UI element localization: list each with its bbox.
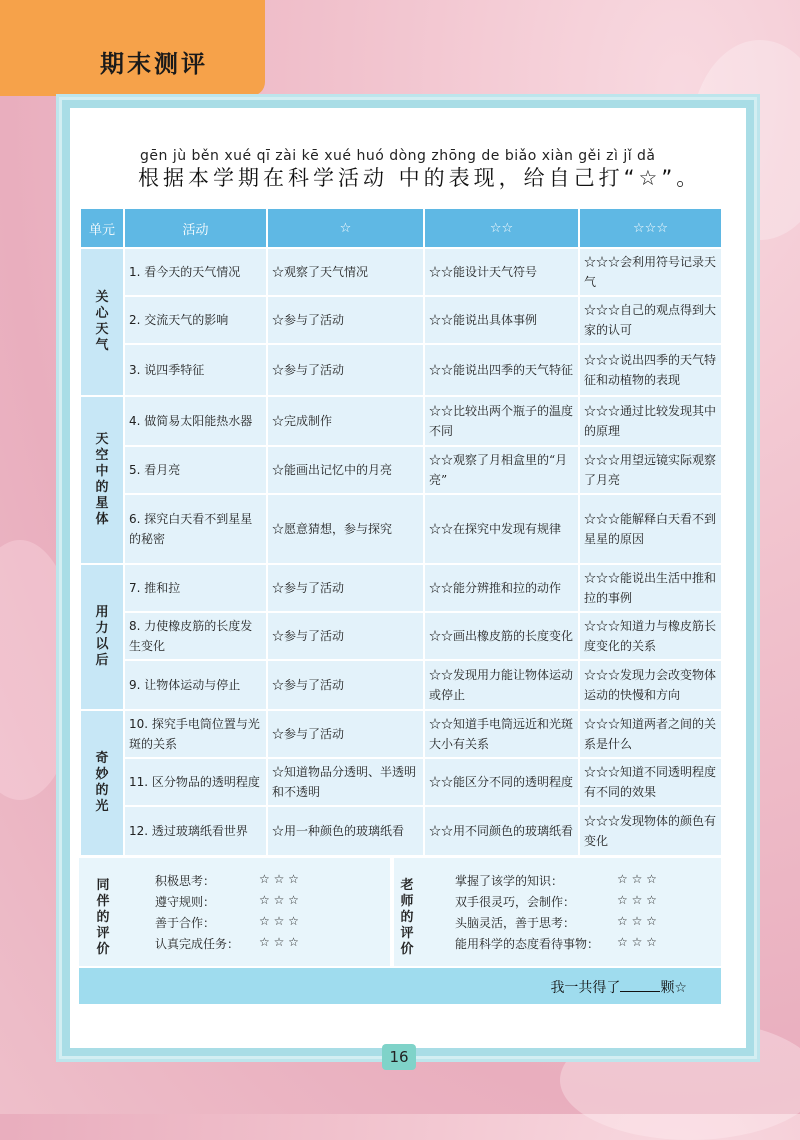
three-star-cell: ☆☆☆能说出生活中推和拉的事例 <box>579 564 722 612</box>
criterion-text: 善于合作： <box>155 916 216 930</box>
table-row <box>80 396 722 446</box>
peer-criterion <box>155 893 215 910</box>
activity-cell: 7. 推和拉 <box>124 564 267 612</box>
page-title: 期末测评 <box>100 50 208 78</box>
peer-criterion <box>155 935 239 952</box>
criterion-text: 积极思考： <box>155 874 216 888</box>
table-row <box>80 758 722 806</box>
one-star-cell: ☆参与了活动 <box>267 344 424 396</box>
criterion-text: 能用科学的态度看待事物： <box>455 937 600 951</box>
two-star-cell: ☆☆用不同颜色的玻璃纸看 <box>424 806 579 856</box>
unit-cell: 奇妙的光 <box>80 710 124 856</box>
three-star-cell: ☆☆☆通过比较发现其中的原理 <box>579 396 722 446</box>
two-star-cell: ☆☆发现用力能让物体运动或停止 <box>424 660 579 710</box>
one-star-cell: ☆参与了活动 <box>267 564 424 612</box>
teacher-stars: ☆ ☆ ☆ <box>617 914 657 928</box>
two-star-cell: ☆☆能分辨推和拉的动作 <box>424 564 579 612</box>
three-star-cell: ☆☆☆用望远镜实际观察了月亮 <box>579 446 722 494</box>
instruction-text: 根据本学期在科学活动 中的表现，给自己打“☆”。 <box>138 166 702 190</box>
activity-cell: 11. 区分物品的透明程度 <box>124 758 267 806</box>
section-divider <box>390 858 394 966</box>
table-header-row <box>80 208 722 248</box>
two-star-cell: ☆☆在探究中发现有规律 <box>424 494 579 564</box>
peer-stars: ☆ ☆ ☆ <box>259 935 299 949</box>
table-row <box>80 248 722 296</box>
activity-cell: 12. 透过玻璃纸看世界 <box>124 806 267 856</box>
activity-cell: 4. 做简易太阳能热水器 <box>124 396 267 446</box>
evaluation-table <box>79 207 723 857</box>
unit-cell: 用力以后 <box>80 564 124 710</box>
three-star-cell: ☆☆☆知道力与橡皮筋长度变化的关系 <box>579 612 722 660</box>
activity-cell: 2. 交流天气的影响 <box>124 296 267 344</box>
criterion-text: 掌握了该学的知识： <box>455 874 564 888</box>
activity-cell: 5. 看月亮 <box>124 446 267 494</box>
criterion-text: 认真完成任务： <box>155 937 240 951</box>
total-bar <box>79 968 721 1004</box>
activity-cell: 6. 探究白天看不到星星的秘密 <box>124 494 267 564</box>
peer-criterion <box>155 914 215 931</box>
table-row <box>80 564 722 612</box>
table-row <box>80 612 722 660</box>
peer-stars: ☆ ☆ ☆ <box>259 893 299 907</box>
three-star-cell: ☆☆☆知道两者之间的关系是什么 <box>579 710 722 758</box>
two-star-cell: ☆☆比较出两个瓶子的温度不同 <box>424 396 579 446</box>
two-star-cell: ☆☆知道手电筒远近和光斑大小有关系 <box>424 710 579 758</box>
teacher-criterion <box>455 935 599 952</box>
header-unit: 单元 <box>80 208 124 248</box>
peer-stars: ☆ ☆ ☆ <box>259 872 299 886</box>
evaluation-summary <box>79 858 721 966</box>
two-star-cell: ☆☆观察了月相盒里的“月亮” <box>424 446 579 494</box>
unit-cell: 天空中的星体 <box>80 396 124 564</box>
unit-cell: 关心天气 <box>80 248 124 396</box>
table-row <box>80 660 722 710</box>
total-text <box>550 977 687 997</box>
two-star-cell: ☆☆画出橡皮筋的长度变化 <box>424 612 579 660</box>
activity-cell: 3. 说四季特征 <box>124 344 267 396</box>
table-row <box>80 296 722 344</box>
one-star-cell: ☆用一种颜色的玻璃纸看 <box>267 806 424 856</box>
total-prefix: 我一共得了 <box>550 980 621 996</box>
one-star-cell: ☆参与了活动 <box>267 660 424 710</box>
three-star-cell: ☆☆☆发现力会改变物体运动的快慢和方向 <box>579 660 722 710</box>
one-star-cell: ☆愿意猜想，参与探究 <box>267 494 424 564</box>
two-star-cell: ☆☆能设计天气符号 <box>424 248 579 296</box>
teacher-criterion <box>455 893 575 910</box>
three-star-cell: ☆☆☆说出四季的天气特征和动植物的表现 <box>579 344 722 396</box>
table-row <box>80 494 722 564</box>
instruction-pinyin: gēn jù běn xué qī zài kē xué huó dòng zhōng de biǎo xiàn gěi zì jǐ dǎ <box>140 148 656 164</box>
activity-cell: 8. 力使橡皮筋的长度发生变化 <box>124 612 267 660</box>
teacher-criterion <box>455 872 563 889</box>
header-two-star: ☆☆ <box>424 208 579 248</box>
activity-cell: 1. 看今天的天气情况 <box>124 248 267 296</box>
table-row <box>80 446 722 494</box>
two-star-cell: ☆☆能说出四季的天气特征 <box>424 344 579 396</box>
one-star-cell: ☆完成制作 <box>267 396 424 446</box>
teacher-eval-label: 老师的评价 <box>400 878 414 957</box>
teacher-stars: ☆ ☆ ☆ <box>617 872 657 886</box>
table-row <box>80 344 722 396</box>
three-star-cell: ☆☆☆自己的观点得到大家的认可 <box>579 296 722 344</box>
peer-stars: ☆ ☆ ☆ <box>259 914 299 928</box>
activity-cell: 10. 探究手电筒位置与光斑的关系 <box>124 710 267 758</box>
one-star-cell: ☆参与了活动 <box>267 612 424 660</box>
total-blank[interactable] <box>620 979 660 992</box>
header-three-star: ☆☆☆ <box>579 208 722 248</box>
two-star-cell: ☆☆能说出具体事例 <box>424 296 579 344</box>
header-activity: 活动 <box>124 208 267 248</box>
table-row <box>80 710 722 758</box>
peer-eval-label: 同伴的评价 <box>96 878 110 957</box>
total-suffix: 颗☆ <box>660 980 687 996</box>
activity-cell: 9. 让物体运动与停止 <box>124 660 267 710</box>
criterion-text: 头脑灵活，善于思考： <box>455 916 576 930</box>
one-star-cell: ☆观察了天气情况 <box>267 248 424 296</box>
one-star-cell: ☆参与了活动 <box>267 710 424 758</box>
one-star-cell: ☆参与了活动 <box>267 296 424 344</box>
teacher-criterion <box>455 914 575 931</box>
three-star-cell: ☆☆☆能解释白天看不到星星的原因 <box>579 494 722 564</box>
criterion-text: 双手很灵巧，会制作： <box>455 895 576 909</box>
page-number: 16 <box>382 1044 416 1070</box>
teacher-stars: ☆ ☆ ☆ <box>617 935 657 949</box>
three-star-cell: ☆☆☆知道不同透明程度有不同的效果 <box>579 758 722 806</box>
three-star-cell: ☆☆☆会利用符号记录天气 <box>579 248 722 296</box>
header-one-star: ☆ <box>267 208 424 248</box>
one-star-cell: ☆知道物品分透明、半透明和不透明 <box>267 758 424 806</box>
peer-criterion <box>155 872 215 889</box>
header-tab <box>0 0 265 96</box>
teacher-stars: ☆ ☆ ☆ <box>617 893 657 907</box>
two-star-cell: ☆☆能区分不同的透明程度 <box>424 758 579 806</box>
table-row <box>80 806 722 856</box>
criterion-text: 遵守规则： <box>155 895 216 909</box>
three-star-cell: ☆☆☆发现物体的颜色有变化 <box>579 806 722 856</box>
one-star-cell: ☆能画出记忆中的月亮 <box>267 446 424 494</box>
